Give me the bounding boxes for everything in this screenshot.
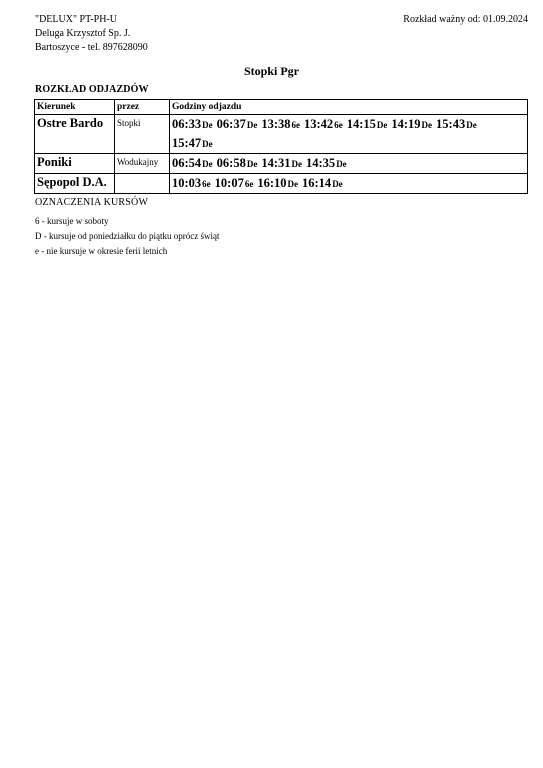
row-departures bbox=[170, 115, 528, 154]
row-direction: Poniki bbox=[35, 154, 115, 174]
stop-name: Stopki Pgr bbox=[243, 64, 299, 78]
header-via: przez bbox=[115, 100, 170, 115]
departure-mark: 6e bbox=[202, 179, 211, 189]
departure-time: 16:10 bbox=[257, 176, 287, 190]
company-owner: Deluga Krzysztof Sp. J. bbox=[35, 28, 131, 39]
departure-time: 13:38 bbox=[261, 117, 291, 131]
departure bbox=[172, 115, 213, 134]
departure-mark: 6e bbox=[291, 120, 301, 130]
departure-mark: De bbox=[246, 159, 258, 169]
departure bbox=[436, 115, 477, 134]
departure-mark: De bbox=[291, 159, 303, 169]
departure bbox=[347, 115, 388, 134]
departure bbox=[304, 115, 343, 134]
departure-time: 14:19 bbox=[391, 117, 421, 131]
legend-item: D - kursuje od poniedziałku do piątku oprócz świąt bbox=[35, 231, 220, 241]
legend-item: 6 - kursuje w soboty bbox=[35, 216, 109, 226]
departure bbox=[172, 154, 213, 173]
timetable-row bbox=[35, 115, 528, 154]
departure-mark: De bbox=[376, 120, 388, 130]
departure-time: 14:31 bbox=[261, 156, 291, 170]
departure-mark: De bbox=[202, 139, 213, 149]
departure-mark: De bbox=[202, 159, 213, 169]
timetable-body bbox=[35, 115, 528, 194]
timetable-row bbox=[35, 174, 528, 194]
timetable-row bbox=[35, 154, 528, 174]
departure-time: 10:07 bbox=[214, 176, 244, 190]
departure-mark: De bbox=[332, 179, 343, 189]
departure bbox=[306, 154, 347, 173]
row-via bbox=[115, 174, 170, 194]
legend-item: e - nie kursuje w okresie ferii letnich bbox=[35, 246, 168, 256]
departure-time: 14:15 bbox=[346, 117, 376, 131]
company-contact: Bartoszyce - tel. 897628090 bbox=[35, 42, 148, 53]
departure-mark: De bbox=[336, 159, 347, 169]
section-title: ROZKŁAD ODJAZDÓW bbox=[35, 84, 149, 95]
departure bbox=[172, 174, 211, 193]
departure-time: 06:33 bbox=[172, 117, 202, 131]
row-departures bbox=[170, 174, 528, 194]
timetable bbox=[34, 99, 528, 194]
timetable-header-row bbox=[35, 100, 528, 115]
legend-title: OZNACZENIA KURSÓW bbox=[35, 197, 149, 208]
departure-time: 15:47 bbox=[172, 136, 202, 150]
legend-list bbox=[35, 214, 219, 259]
departure-time: 06:58 bbox=[216, 156, 246, 170]
departure bbox=[217, 115, 258, 134]
departure-time: 06:54 bbox=[172, 156, 202, 170]
row-departures bbox=[170, 154, 528, 174]
departure-time: 13:42 bbox=[304, 117, 334, 131]
departure-mark: De bbox=[202, 120, 213, 130]
row-direction: Ostre Bardo bbox=[35, 115, 115, 154]
company-info bbox=[35, 13, 148, 55]
departure bbox=[261, 154, 302, 173]
validity-date: Rozkład ważny od: 01.09.2024 bbox=[403, 14, 528, 25]
header-times: Godziny odjazdu bbox=[170, 100, 528, 115]
departure-time: 06:37 bbox=[216, 117, 246, 131]
header-direction: Kierunek bbox=[35, 100, 115, 115]
departure bbox=[261, 115, 300, 134]
departure-time: 10:03 bbox=[172, 176, 202, 190]
departure-time: 15:43 bbox=[436, 117, 466, 131]
departure bbox=[257, 174, 298, 193]
departure-mark: De bbox=[287, 179, 299, 189]
row-via: Wodukajny bbox=[115, 154, 170, 174]
departure bbox=[172, 134, 213, 153]
row-via: Stopki bbox=[115, 115, 170, 154]
departure-mark: De bbox=[421, 120, 433, 130]
company-name: "DELUX" PT-PH-U bbox=[35, 14, 117, 25]
departure-time: 14:35 bbox=[306, 156, 336, 170]
departure-mark: 6e bbox=[334, 120, 343, 130]
departure-mark: 6e bbox=[244, 179, 254, 189]
departure bbox=[217, 154, 258, 173]
row-direction: Sępopol D.A. bbox=[35, 174, 115, 194]
departure bbox=[215, 174, 254, 193]
departure bbox=[391, 115, 432, 134]
departure-mark: De bbox=[466, 120, 477, 130]
departure-mark: De bbox=[246, 120, 258, 130]
departure bbox=[302, 174, 343, 193]
departure-time: 16:14 bbox=[302, 176, 332, 190]
